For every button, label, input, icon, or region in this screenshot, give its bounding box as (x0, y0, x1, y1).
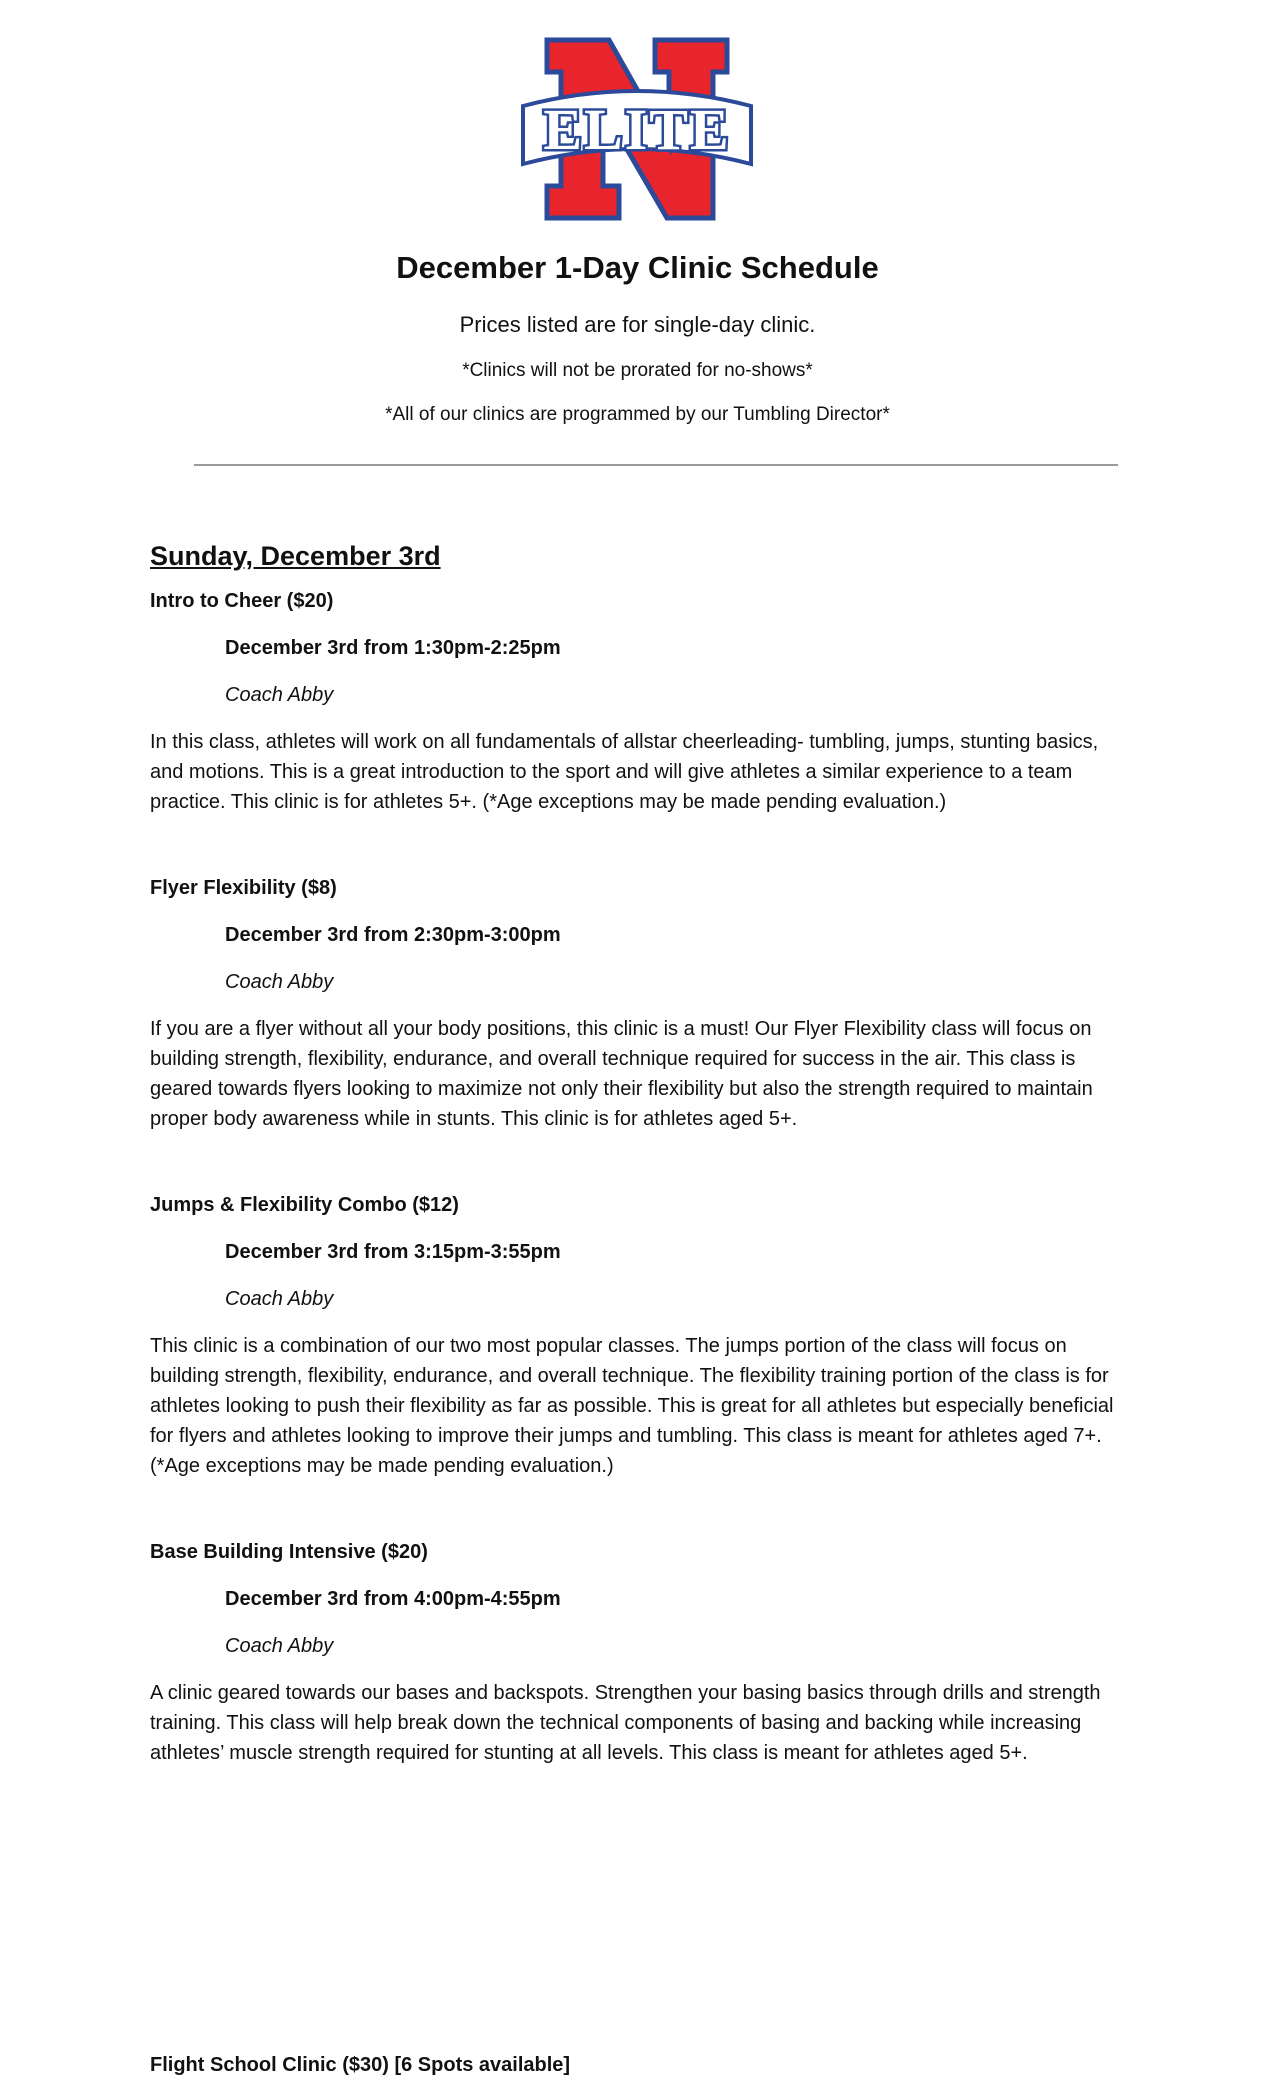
prorate-note: *Clinics will not be prorated for no-shows* (462, 360, 813, 381)
clinic-title: Jumps & Flexibility Combo ($12) (150, 1194, 459, 1216)
clinic-jumps-flexibility-combo (150, 1190, 1125, 1481)
clinic-flyer-flexibility (150, 873, 1125, 1134)
clinic-description: In this class, athletes will work on all fundamentals of allstar cheerleading- tumbling, jumps, stunting basics, and motions. This is a great introduction to the sport and will give athletes a similar experience to a team practice. This clinic is for athletes 5+. (*Age exceptions may be made pending evaluation.) (150, 731, 1099, 813)
clinic-title: Base Building Intensive ($20) (150, 1541, 428, 1563)
clinic-description: A clinic geared towards our bases and backspots. Strengthen your basing basics through drills and strength training. This class will help break down the technical components of basing and backing while increasing athletes’ muscle strength required for stunting at all levels. This class is meant for athletes aged 5+. (150, 1682, 1101, 1764)
elite-n-logo (517, 36, 757, 222)
clinic-title: Intro to Cheer ($20) (150, 590, 334, 612)
clinic-coach: Coach Abby (225, 971, 334, 993)
clinic-coach: Coach Abby (225, 1635, 334, 1657)
day-heading: Sunday, December 3rd (150, 541, 441, 571)
logo-wordmark: ELITE (543, 97, 731, 162)
clinic-coach: Coach Abby (225, 684, 334, 706)
clinic-time: December 3rd from 2:30pm-3:00pm (225, 924, 561, 946)
clinic-time: December 3rd from 3:15pm-3:55pm (225, 1241, 561, 1263)
schedule-body (150, 536, 1125, 1768)
header-divider (194, 464, 1118, 466)
clinic-coach: Coach Abby (225, 1288, 334, 1310)
price-note: Prices listed are for single-day clinic. (459, 312, 816, 337)
director-note: *All of our clinics are programmed by our Tumbling Director* (385, 404, 890, 425)
clinic-title: Flyer Flexibility ($8) (150, 877, 337, 899)
clinic-base-building-intensive (150, 1537, 1125, 1768)
clinic-description: If you are a flyer without all your body positions, this clinic is a must! Our Flyer Flexibility class will focus on building strength, flexibility, endurance, and overall technique required for success in the air. This class is geared towards flyers looking to maximize not only their flexibility but also the strength required to maintain proper body awareness while in stunts. This clinic is for athletes aged 5+. (150, 1018, 1093, 1130)
clinic-intro-to-cheer (150, 586, 1125, 817)
clinic-time: December 3rd from 4:00pm-4:55pm (225, 1588, 561, 1610)
clinic-title-flight-school: Flight School Clinic ($30) [6 Spots available] (150, 2054, 571, 2076)
page-title: December 1-Day Clinic Schedule (396, 250, 879, 285)
clinic-description: This clinic is a combination of our two most popular classes. The jumps portion of the class will focus on building strength, flexibility, endurance, and overall technique. The flexibility training portion of the class is for athletes looking to push their flexibility as far as possible. This is great for all athletes but especially beneficial for flyers and athletes looking to improve their jumps and tumbling. This class is meant for athletes aged 7+. (*Age exceptions may be made pending evaluation.) (150, 1335, 1114, 1477)
clinic-time: December 3rd from 1:30pm-2:25pm (225, 637, 561, 659)
